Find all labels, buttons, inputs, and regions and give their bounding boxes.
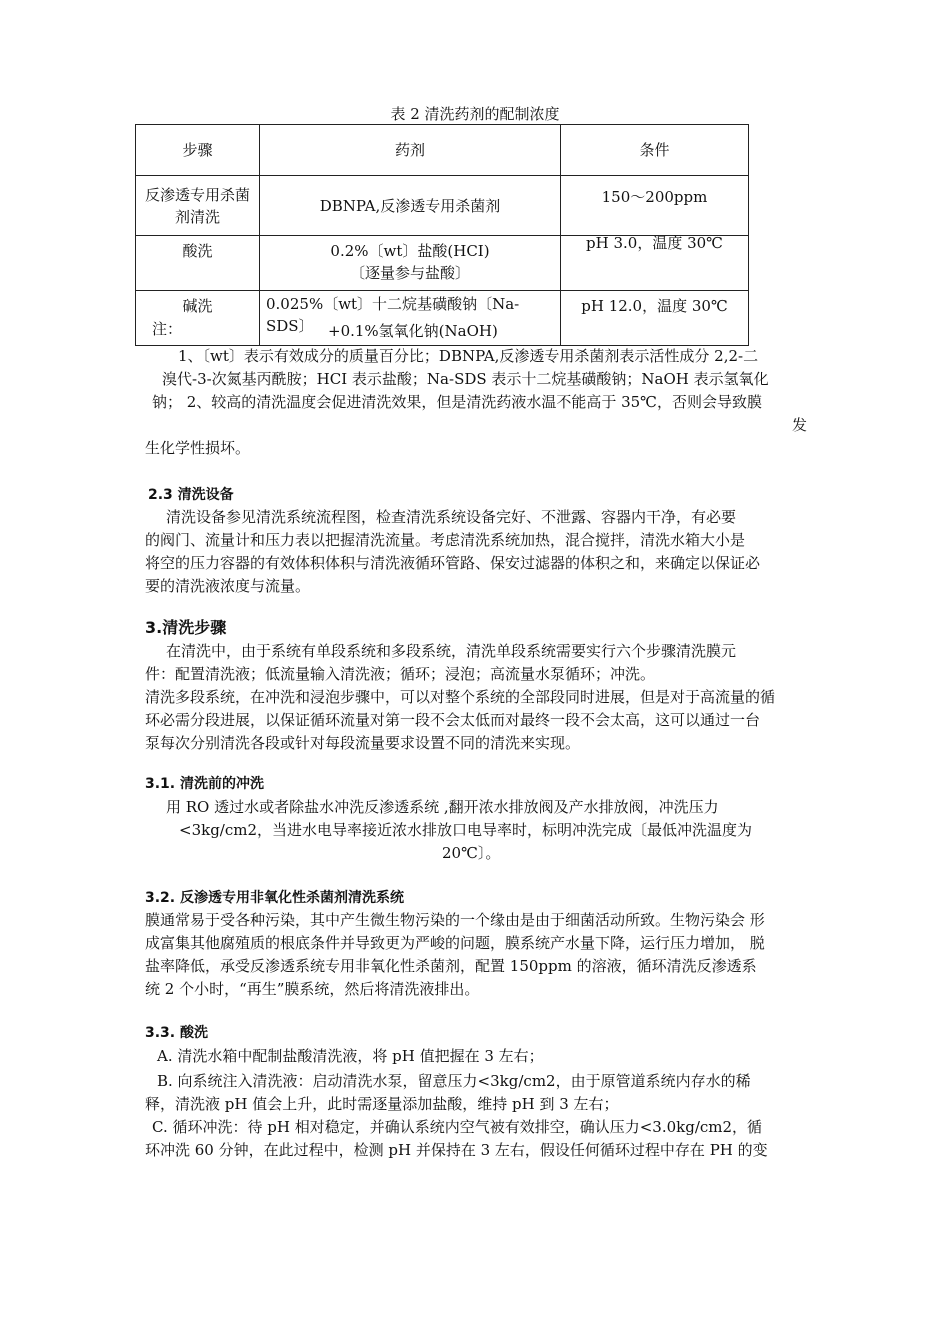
cell-agent: DBNPA,反渗透专用杀菌剂 bbox=[260, 176, 561, 236]
paragraph-line: 清洗多段系统，在冲洗和浸泡步骤中，可以对整个系统的全部段同时进展，但是对于高流量的循 bbox=[145, 688, 776, 706]
cell-condition: pH 3.0，温度 30℃ bbox=[561, 236, 749, 291]
paragraph-line: 将空的压力容器的有效体积体积与清洗液循环管路、保安过滤器的体积之和，来确定以保证必 bbox=[145, 554, 761, 572]
notes-line: 1、〔wt〕表示有效成分的质量百分比；DBNPA,反渗透专用杀菌剂表示活性成分 2,2-二 bbox=[178, 347, 759, 365]
table-header-row bbox=[136, 125, 749, 176]
paragraph-line: 环必需分段进展，以保证循环流量对第一段不会太低而对最终一段不会太高，这可以通过一台 bbox=[145, 711, 761, 729]
list-item: 环冲洗 60 分钟，在此过程中，检测 pH 并保持在 3 左右，假设任何循环过程中存在 PH 的变 bbox=[145, 1141, 768, 1159]
paragraph-line: 用 RO 透过水或者除盐水冲洗反渗透系统 ,翻开浓水排放阀及产水排放阀，冲洗压力 bbox=[166, 798, 719, 816]
list-item: A. 清洗水箱中配制盐酸清洗液，将 pH 值把握在 3 左右； bbox=[157, 1047, 544, 1065]
list-item: B. 向系统注入清洗液：启动清洗水泵，留意压力<3kg/cm2，由于原管道系统内存水的稀 bbox=[157, 1072, 751, 1090]
paragraph-line: 泵每次分别清洗各段或针对每段流量要求设置不同的清洗来实现。 bbox=[145, 734, 581, 752]
paragraph-line: 的阀门、流量计和压力表以把握清洗流量。考虑清洗系统加热，混合搅拌，清洗水箱大小是 bbox=[145, 531, 746, 549]
table-row bbox=[136, 176, 749, 236]
paragraph-line: 盐率降低，承受反渗透系统专用非氧化性杀菌剂，配置 150ppm 的溶液，循环清洗反渗透系 bbox=[145, 957, 757, 975]
paragraph-line: <3kg/cm2，当进水电导率接近浓水排放口电导率时，标明冲洗完成〔最低冲洗温度为 bbox=[179, 821, 753, 839]
paragraph-line: 20℃〕。 bbox=[442, 844, 501, 862]
notes-line: 溴代-3-次氮基丙酰胺；HCI 表示盐酸；Na-SDS 表示十二烷基磺酸钠；NaOH 表示氢氧化 bbox=[162, 370, 769, 388]
cell-step: 反渗透专用杀菌剂清洗 bbox=[136, 176, 260, 236]
section-heading: 2.3 清洗设备 bbox=[148, 487, 234, 503]
notes-line: 钠； 2、较高的清洗温度会促进清洗效果，但是清洗药液水温不能高于 35℃，否则会导致膜 bbox=[152, 393, 762, 411]
cell-step: 碱洗 bbox=[136, 291, 260, 346]
notes-line: 生化学性损坏。 bbox=[145, 439, 251, 457]
cleaning-agent-table bbox=[135, 124, 749, 346]
paragraph-line: 清洗设备参见清洗系统流程图，检查清洗系统设备完好、不泄露、容器内干净，有必要 bbox=[166, 508, 737, 526]
header-agent: 药剂 bbox=[260, 125, 561, 176]
section-heading: 3.清洗步骤 bbox=[145, 618, 227, 637]
list-item: 释，清洗液 pH 值会上升，此时需逐量添加盐酸，维持 pH 到 3 左右； bbox=[145, 1095, 619, 1113]
table-caption: 表 2 清洗药剂的配制浓度 bbox=[390, 105, 560, 123]
paragraph-line: 件：配置清洗液；低流量输入清洗液；循环；浸泡；高流量水泵循环；冲洗。 bbox=[145, 665, 656, 683]
header-condition: 条件 bbox=[561, 125, 749, 176]
cell-condition: 150～200ppm bbox=[561, 176, 749, 236]
paragraph-line: 膜通常易于受各种污染，其中产生微生物污染的一个缘由是由于细菌活动所致。生物污染会 形 bbox=[145, 911, 765, 929]
section-heading: 3.3. 酸洗 bbox=[145, 1025, 208, 1041]
paragraph-line: 要的清洗液浓度与流量。 bbox=[145, 577, 311, 595]
list-item: C. 循环冲洗：待 pH 相对稳定，并确认系统内空气被有效排空，确认压力<3.0kg/cm2，循 bbox=[152, 1118, 763, 1136]
paragraph-line: 统 2 个小时，“再生”膜系统，然后将清洗液排出。 bbox=[145, 980, 480, 998]
agent-line: 0.2%〔wt〕盐酸(HCI) bbox=[330, 242, 490, 260]
cell-agent: 0.025%〔wt〕十二烷基磺酸钠〔Na-SDS〕 bbox=[260, 291, 561, 346]
table-row bbox=[136, 236, 749, 291]
notes-label: 注： bbox=[152, 320, 183, 338]
paragraph-line: 成富集其他腐殖质的根底条件并导致更为严峻的问题，膜系统产水量下降，运行压力增加， 脱 bbox=[145, 934, 765, 952]
notes-line: 发 bbox=[792, 416, 808, 434]
section-heading: 3.1. 清洗前的冲洗 bbox=[145, 776, 264, 792]
agent-line: 〔逐量参与盐酸〕 bbox=[349, 264, 470, 282]
header-step: 步骤 bbox=[136, 125, 260, 176]
cell-step: 酸洗 bbox=[136, 236, 260, 291]
section-heading: 3.2. 反渗透专用非氧化性杀菌剂清洗系统 bbox=[145, 890, 404, 906]
cell-condition: pH 12.0，温度 30℃ bbox=[561, 291, 749, 346]
agent-line-overflow: +0.1%氢氧化钠(NaOH) bbox=[328, 322, 498, 340]
cell-agent bbox=[260, 236, 561, 291]
paragraph-line: 在清洗中，由于系统有单段系统和多段系统，清洗单段系统需要实行六个步骤清洗膜元 bbox=[166, 642, 737, 660]
